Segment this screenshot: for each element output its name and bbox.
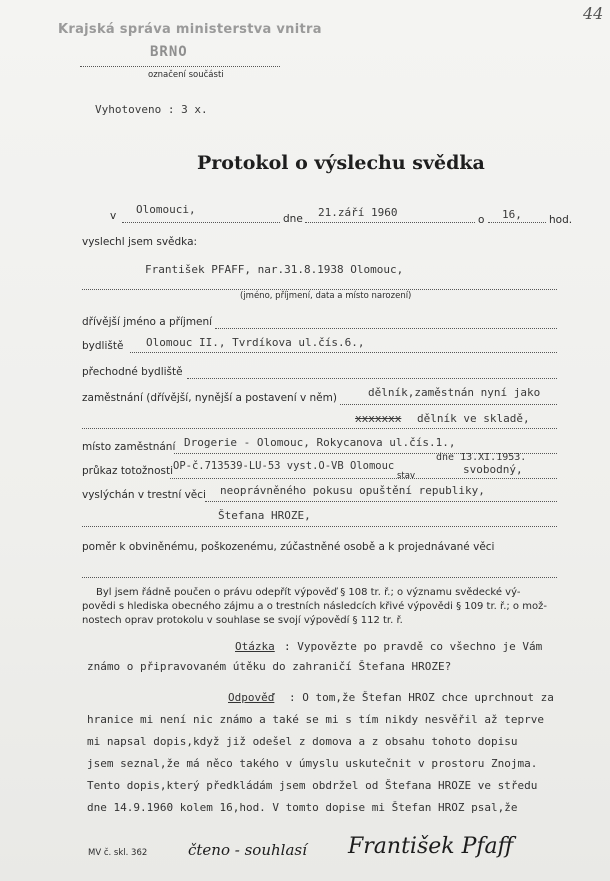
- question-label: Otázka: [235, 640, 275, 653]
- residence-line: [130, 352, 557, 353]
- employment-value-2: dělník ve skladě,: [417, 412, 530, 425]
- id-line: [170, 478, 557, 479]
- intro-text: vyslechl jsem svědka:: [82, 236, 198, 248]
- answer-line-4: jsem seznal,že má něco takého v úmyslu uskutečnit v prostoru Znojma.: [87, 757, 538, 770]
- form-code: MV č. skl. 362: [88, 848, 148, 858]
- place-value: Olomouci,: [136, 203, 196, 216]
- witness-line: [82, 289, 557, 290]
- relation-label: poměr k obviněnému, poškozenému, zúčastněné osobě a k projednávané věci: [82, 541, 495, 553]
- case-label: vyslýchán v trestní věci: [82, 489, 206, 501]
- page-number: 44: [583, 4, 604, 23]
- temp-residence-label: přechodné bydliště: [82, 366, 183, 378]
- workplace-label: místo zaměstnání: [82, 441, 176, 453]
- place-line: [122, 222, 280, 223]
- residence-value: Olomouc II., Tvrdíkova ul.čís.6.,: [146, 336, 365, 349]
- answer-line-6: dne 14.9.1960 kolem 16,hod. V tomto dopise mi Štefan HROZ psal,že: [87, 801, 518, 814]
- instruction-line-3: nostech oprav protokolu v souhlase se svojí výpovědí § 112 tr. ř.: [82, 615, 403, 626]
- signature: František Pfaff: [348, 834, 514, 859]
- case-line-2: [82, 526, 557, 527]
- answer-line-3: mi napsal dopis,když již odešel z domova a z obsahu tohoto dopisu: [87, 735, 518, 748]
- id-value: OP-č.713539-LU-53 vyst.O-VB Olomouc: [173, 460, 395, 472]
- answer-line-1: : O tom,že Štefan HROZ chce uprchnout za: [289, 691, 554, 704]
- relation-line: [82, 577, 557, 578]
- workplace-value: Drogerie - Olomouc, Rokycanova ul.čís.1.,: [184, 436, 456, 449]
- stav-label: stav: [397, 471, 416, 481]
- former-name-line: [215, 328, 557, 329]
- answer-label: Odpověď: [228, 691, 275, 704]
- copies-count: Vyhotoveno : 3 x.: [95, 103, 208, 116]
- temp-residence-line: [187, 378, 557, 379]
- stamp-line-1: Krajská správa ministerstva vnitra: [58, 22, 322, 37]
- handwritten-note: čteno - souhlasí: [188, 841, 307, 859]
- case-line-1: [205, 501, 557, 502]
- date-line: [305, 222, 475, 223]
- employment-struck: xxxxxxx: [355, 412, 402, 425]
- residence-label: bydliště: [82, 340, 124, 352]
- instruction-line-2: povědi s hlediska obecného zájmu a o trestních následcích křivé výpovědi § 109 tr. ř.; o mož-: [82, 601, 547, 612]
- dne-label: dne: [283, 213, 303, 225]
- former-name-label: dřívější jméno a příjmení: [82, 316, 213, 328]
- unit-dotted-line: [80, 66, 280, 67]
- answer-line-5: Tento dopis,který předkládám jsem obdržel od Štefana HROZE ve středu: [87, 779, 538, 792]
- witness-caption: (jméno, příjmení, data a místo narození): [240, 291, 412, 301]
- id-label: průkaz totožnosti: [82, 465, 173, 477]
- stamp-line-2: BRNO: [150, 44, 188, 60]
- o-label: o: [478, 214, 485, 226]
- date-value: 21.září 1960: [318, 206, 398, 219]
- employment-label: zaměstnání (dřívější, nynější a postavení v něm): [82, 392, 337, 404]
- instruction-line-1: Byl jsem řádně poučen o právu odepřít výpověď § 108 tr. ř.; o významu svědecké vý-: [96, 587, 521, 598]
- case-value-2: Štefana HROZE,: [218, 509, 311, 522]
- v-label: v: [110, 210, 117, 222]
- id-date: dne 13.XI.1953.: [436, 452, 527, 463]
- case-value-1: neoprávněného pokusu opuštění republiky,: [220, 484, 485, 497]
- hod-label: hod.: [549, 214, 573, 226]
- hour-value: 16,: [502, 208, 522, 221]
- employment-value-1: dělník,zaměstnán nyní jako: [368, 386, 541, 399]
- stav-value: svobodný,: [463, 463, 523, 476]
- employment-line-2: [82, 428, 557, 429]
- hour-line: [488, 222, 546, 223]
- document-title: Protokol o výslechu svědka: [197, 152, 485, 174]
- question-line-1: : Vypovězte po pravdě co všechno je Vám: [284, 640, 543, 653]
- unit-label: označení součásti: [148, 70, 224, 80]
- answer-line-2: hranice mi není nic známo a také se mi s tím nikdy nesvěřil až teprve: [87, 713, 544, 726]
- witness-identity: František PFAFF, nar.31.8.1938 Olomouc,: [145, 263, 404, 276]
- employment-line-1: [340, 404, 557, 405]
- question-line-2: známo o připravovaném útěku do zahraničí Štefana HROZE?: [87, 660, 452, 673]
